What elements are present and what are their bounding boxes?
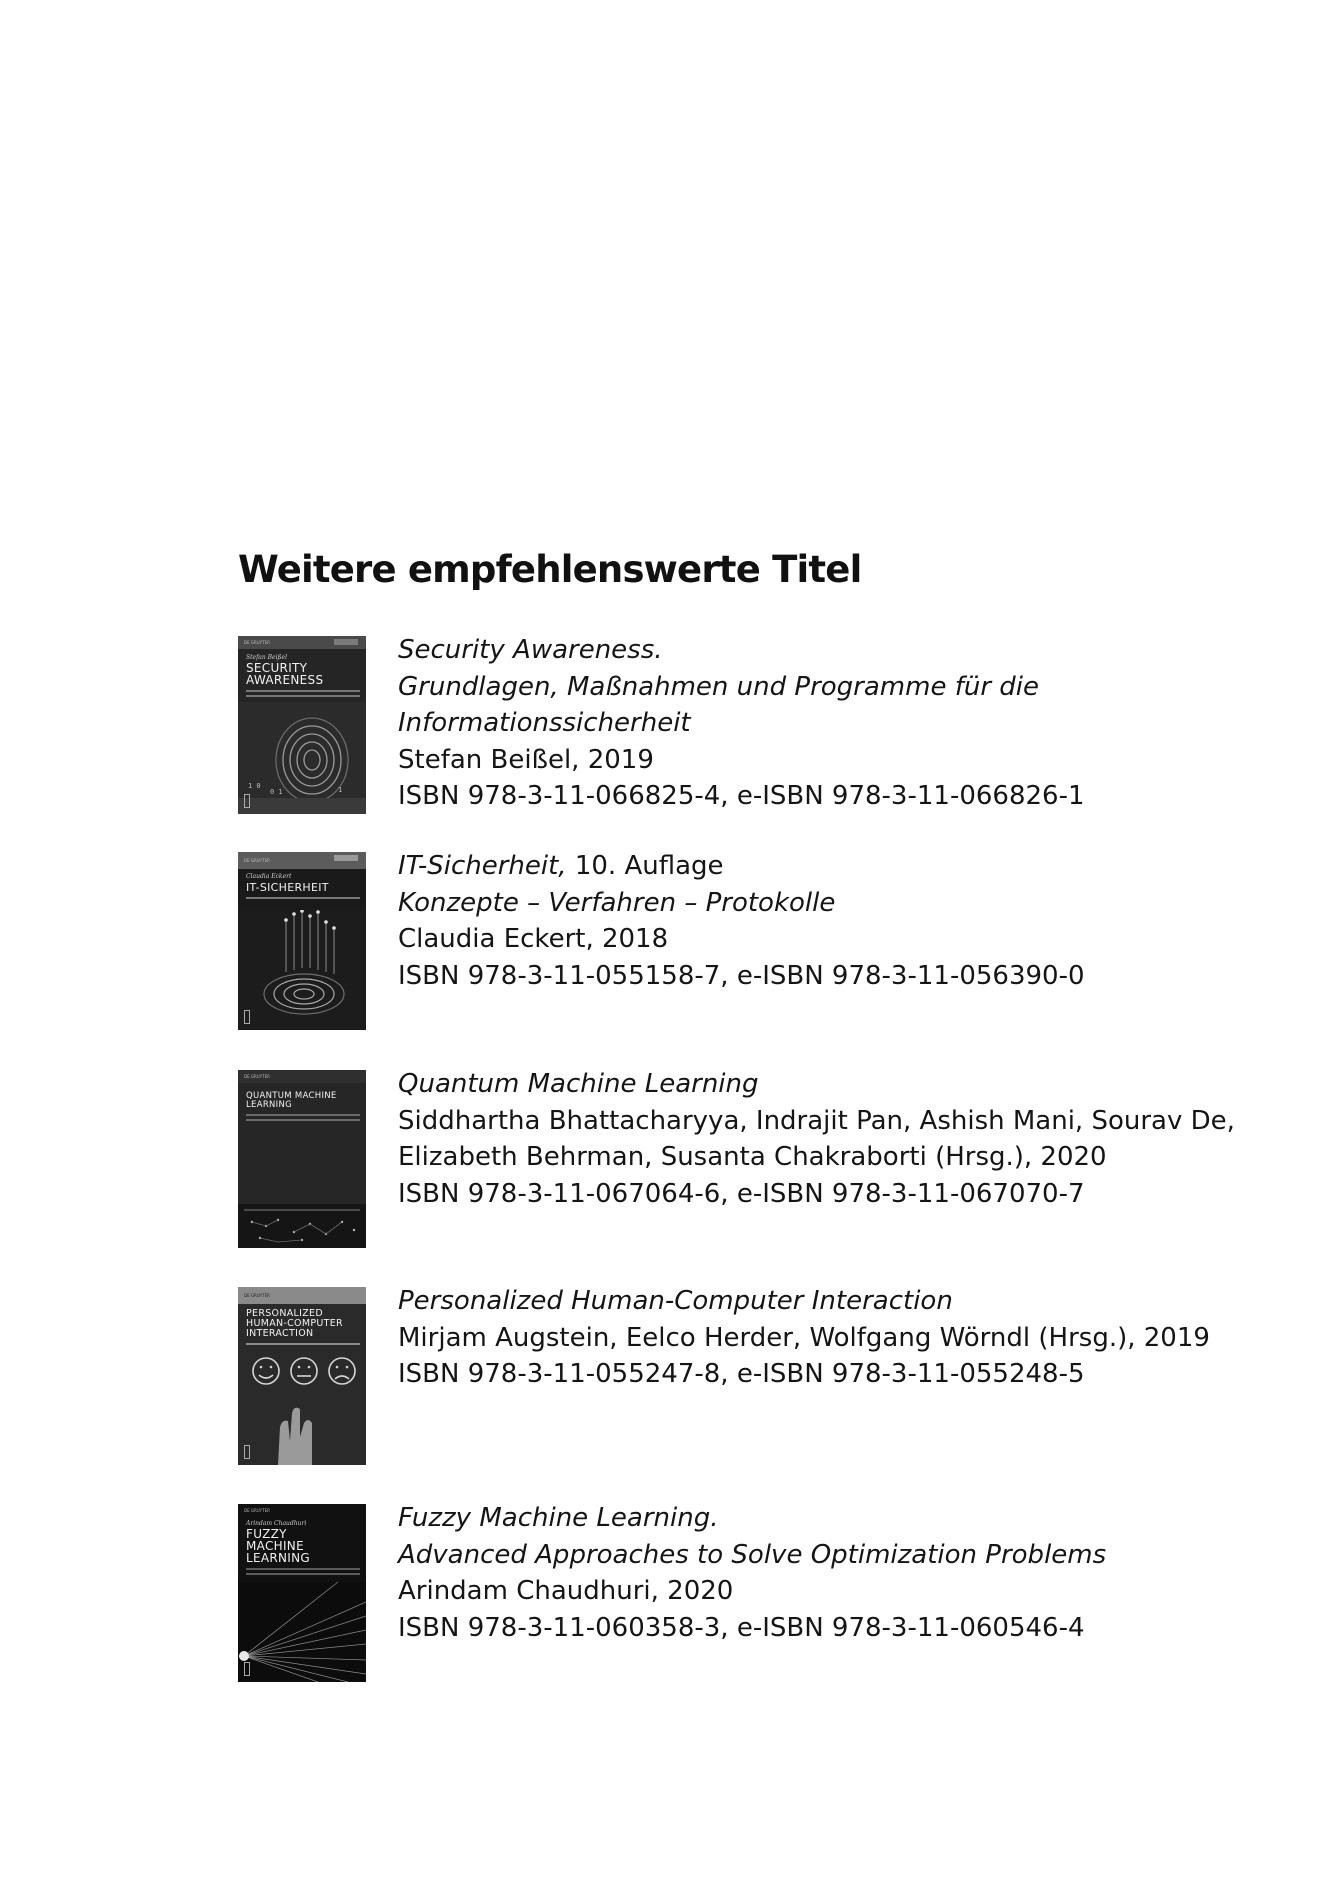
book-subtitle-continued: Informationssicherheit — [398, 708, 691, 738]
cover-author: Claudia Eckert — [246, 873, 292, 880]
book-entry — [238, 1283, 1210, 1463]
book-cover-image: DE GRUYTER Claudia Eckert IT-SICHERHEIT — [238, 852, 366, 1030]
book-details — [398, 848, 1085, 994]
book-details — [398, 1283, 1210, 1393]
book-title: Quantum Machine Learning — [398, 1069, 759, 1099]
cover-title: SECURITY AWARENESS — [246, 661, 324, 687]
svg-text:0 1: 0 1 — [270, 788, 283, 796]
svg-text:1: 1 — [338, 786, 343, 794]
book-subtitle: Advanced Approaches to Solve Optimization Problems — [398, 1539, 1107, 1570]
book-details — [398, 1500, 1106, 1646]
book-details — [398, 1066, 1235, 1212]
book-title: Security Awareness. — [398, 635, 663, 665]
book-isbn: ISBN 978-3-11-055247-8, e-ISBN 978-3-11-055248-5 — [398, 1359, 1085, 1389]
book-authors: Mirjam Augstein, Eelco Herder, Wolfgang Wörndl (Hrsg.), 2019 — [398, 1322, 1210, 1353]
book-isbn: ISBN 978-3-11-066825-4, e-ISBN 978-3-11-066826-1 — [398, 781, 1085, 811]
book-cover-image: DE GRUYTER PERSONALIZED HUMAN-COMPUTER INTERACTION — [238, 1287, 366, 1465]
book-title: IT-Sicherheit, — [398, 851, 567, 881]
page-title: Weitere empfehlenswerte Titel — [238, 548, 862, 591]
cover-title: PERSONALIZED HUMAN-COMPUTER INTERACTION — [246, 1308, 343, 1339]
book-entry — [238, 1500, 1158, 1680]
book-isbn: ISBN 978-3-11-060358-3, e-ISBN 978-3-11-060546-4 — [398, 1612, 1085, 1643]
cover-title: FUZZY MACHINE LEARNING — [246, 1527, 311, 1565]
circuit-illustration — [238, 1204, 366, 1248]
cover-title: IT-SICHERHEIT — [246, 881, 329, 894]
book-title: Personalized Human-Computer Interaction — [398, 1286, 953, 1316]
book-subtitle: Grundlagen, Maßnahmen und Programme für die — [398, 671, 1040, 702]
book-authors-continued: Elizabeth Behrman, Susanta Chakraborti (Hrsg.), 2020 — [398, 1142, 1107, 1172]
cover-author: Stefan Beißel — [246, 654, 287, 661]
book-subtitle: Konzepte – Verfahren – Protokolle — [398, 887, 836, 918]
book-isbn: ISBN 978-3-11-067064-6, e-ISBN 978-3-11-067070-7 — [398, 1178, 1085, 1209]
book-isbn: ISBN 978-3-11-055158-7, e-ISBN 978-3-11-056390-0 — [398, 960, 1085, 991]
book-edition: 10. Auflage — [566, 851, 724, 881]
book-cover-image: DE GRUYTER QUANTUM MACHINE LEARNING — [238, 1070, 366, 1248]
book-entry — [238, 632, 1158, 812]
fingerprint-illustration — [238, 702, 366, 814]
book-authors: Siddhartha Bhattacharyya, Indrajit Pan, Ashish Mani, Sourav De, — [398, 1105, 1235, 1136]
book-authors: Stefan Beißel, 2019 — [398, 744, 654, 775]
light-rays-illustration — [238, 1582, 366, 1682]
book-authors: Arindam Chaudhuri, 2020 — [398, 1576, 734, 1606]
book-title: Fuzzy Machine Learning. — [398, 1503, 719, 1533]
book-entry — [238, 1066, 1235, 1246]
book-authors: Claudia Eckert, 2018 — [398, 924, 669, 954]
fingerprint-illustration — [238, 910, 366, 1030]
svg-text:1 0: 1 0 — [248, 782, 261, 790]
cover-title: QUANTUM MACHINE LEARNING — [246, 1091, 337, 1110]
book-details — [398, 632, 1085, 815]
book-cover-image: DE GRUYTER Stefan Beißel SECURITY AWARENESS 1 0 0 1 1 — [238, 636, 366, 814]
smiley-faces-illustration — [238, 1353, 366, 1465]
book-cover-image: DE GRUYTER Arindam Chaudhuri FUZZY MACHINE LEARNING — [238, 1504, 366, 1682]
cover-author: Arindam Chaudhuri — [246, 1520, 307, 1527]
book-entry — [238, 848, 1158, 1028]
